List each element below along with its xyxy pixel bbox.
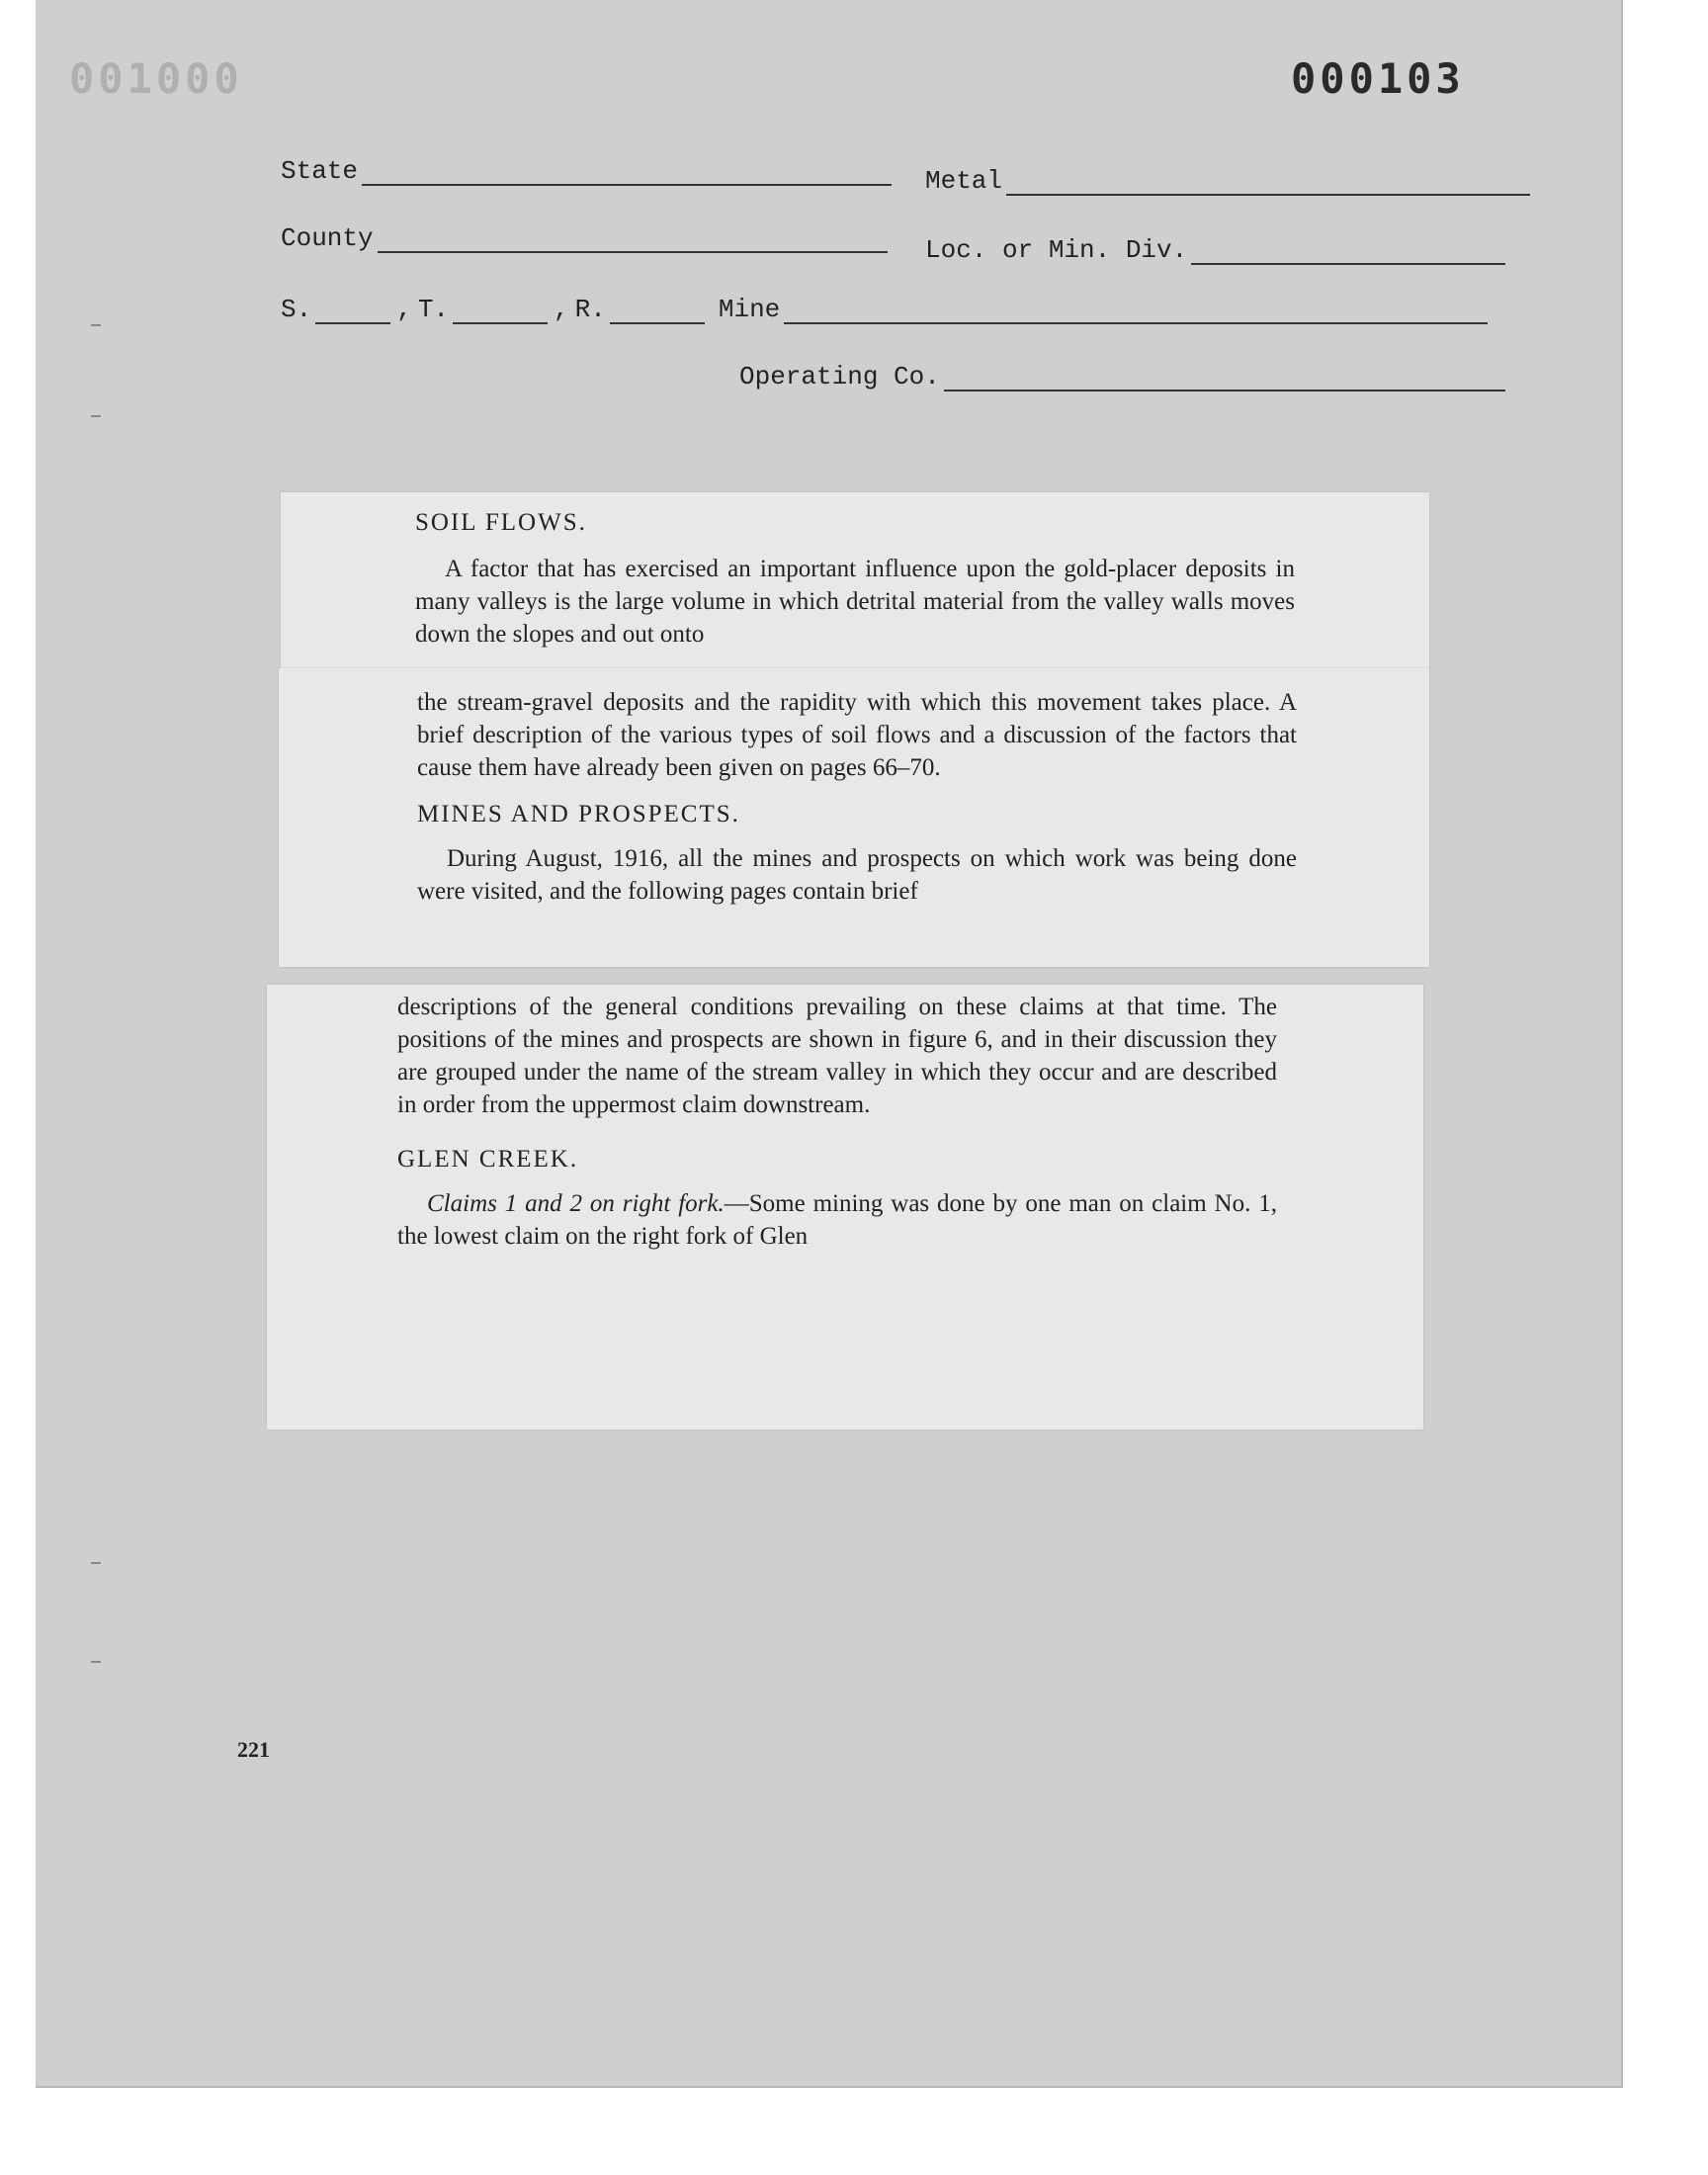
- document-stamp-number: 000103: [1291, 54, 1465, 103]
- clipping-mines-and-prospects: [279, 668, 1429, 967]
- county-label: County: [281, 223, 374, 253]
- paragraph: [397, 1187, 1277, 1253]
- loc-line[interactable]: [1191, 235, 1505, 265]
- metal-label: Metal: [925, 166, 1003, 196]
- loc-label: Loc. or Min. Div.: [925, 235, 1188, 265]
- r-line[interactable]: [610, 295, 705, 324]
- s-label: S.: [281, 295, 312, 324]
- page-number: 221: [237, 1737, 270, 1762]
- clipping-glen-creek: [267, 985, 1423, 1430]
- comma: ,: [554, 295, 569, 324]
- t-label: T.: [417, 295, 450, 324]
- margin-mark: [91, 415, 101, 417]
- italic-lead: Claims 1 and 2 on right fork.: [427, 1190, 725, 1217]
- r-label: R.: [574, 295, 606, 324]
- mine-label: Mine: [718, 295, 781, 324]
- margin-mark: [91, 324, 101, 326]
- margin-mark: [91, 1661, 101, 1663]
- faded-stamp-number: 001000: [69, 54, 243, 103]
- state-line[interactable]: [362, 156, 892, 186]
- paragraph: descriptions of the general conditions prevailing on these claims at that time. The positions of the mines and prospects are shown in figure 6, and in their discussion they are grouped under the name of the stream valley in which they occur and are described in order from the uppermost claim downstream.: [397, 994, 1277, 1118]
- paragraph: A factor that has exercised an important influence upon the gold-placer deposits in many valleys is the large volume in which detrital material from the valley walls moves down the slopes and out onto: [415, 556, 1295, 648]
- paragraph: the stream-gravel deposits and the rapidity with which this movement takes place. A brief description of the various types of soil flows and a discussion of the factors that cause them have already been given on pages 66–70.: [417, 689, 1297, 781]
- mine-line[interactable]: [784, 295, 1488, 324]
- metal-line[interactable]: [1006, 166, 1530, 196]
- section-heading: GLEN CREEK.: [397, 1146, 579, 1173]
- section-heading: MINES AND PROSPECTS.: [417, 801, 740, 827]
- comma: ,: [396, 295, 412, 324]
- paragraph: During August, 1916, all the mines and prospects on which work was being done were visited, and the following pages contain brief: [417, 845, 1297, 905]
- operating-field: [739, 362, 1505, 392]
- section-heading: SOIL FLOWS.: [415, 509, 587, 536]
- county-line[interactable]: [378, 223, 888, 253]
- state-field: [281, 156, 892, 186]
- s-line[interactable]: [315, 295, 390, 324]
- margin-mark: [91, 1562, 101, 1564]
- clipping-soil-flows: [281, 492, 1429, 668]
- paragraph-text: —Some mining was done by one man on claim No. 1, the lowest claim on the right fork of Glen: [397, 1190, 1277, 1250]
- metal-field: [925, 166, 1530, 196]
- loc-field: [925, 235, 1505, 265]
- county-field: [281, 223, 888, 253]
- state-label: State: [281, 156, 359, 186]
- str-field: [281, 295, 1488, 324]
- t-line[interactable]: [453, 295, 548, 324]
- operating-label: Operating Co.: [739, 362, 940, 392]
- operating-line[interactable]: [944, 362, 1505, 392]
